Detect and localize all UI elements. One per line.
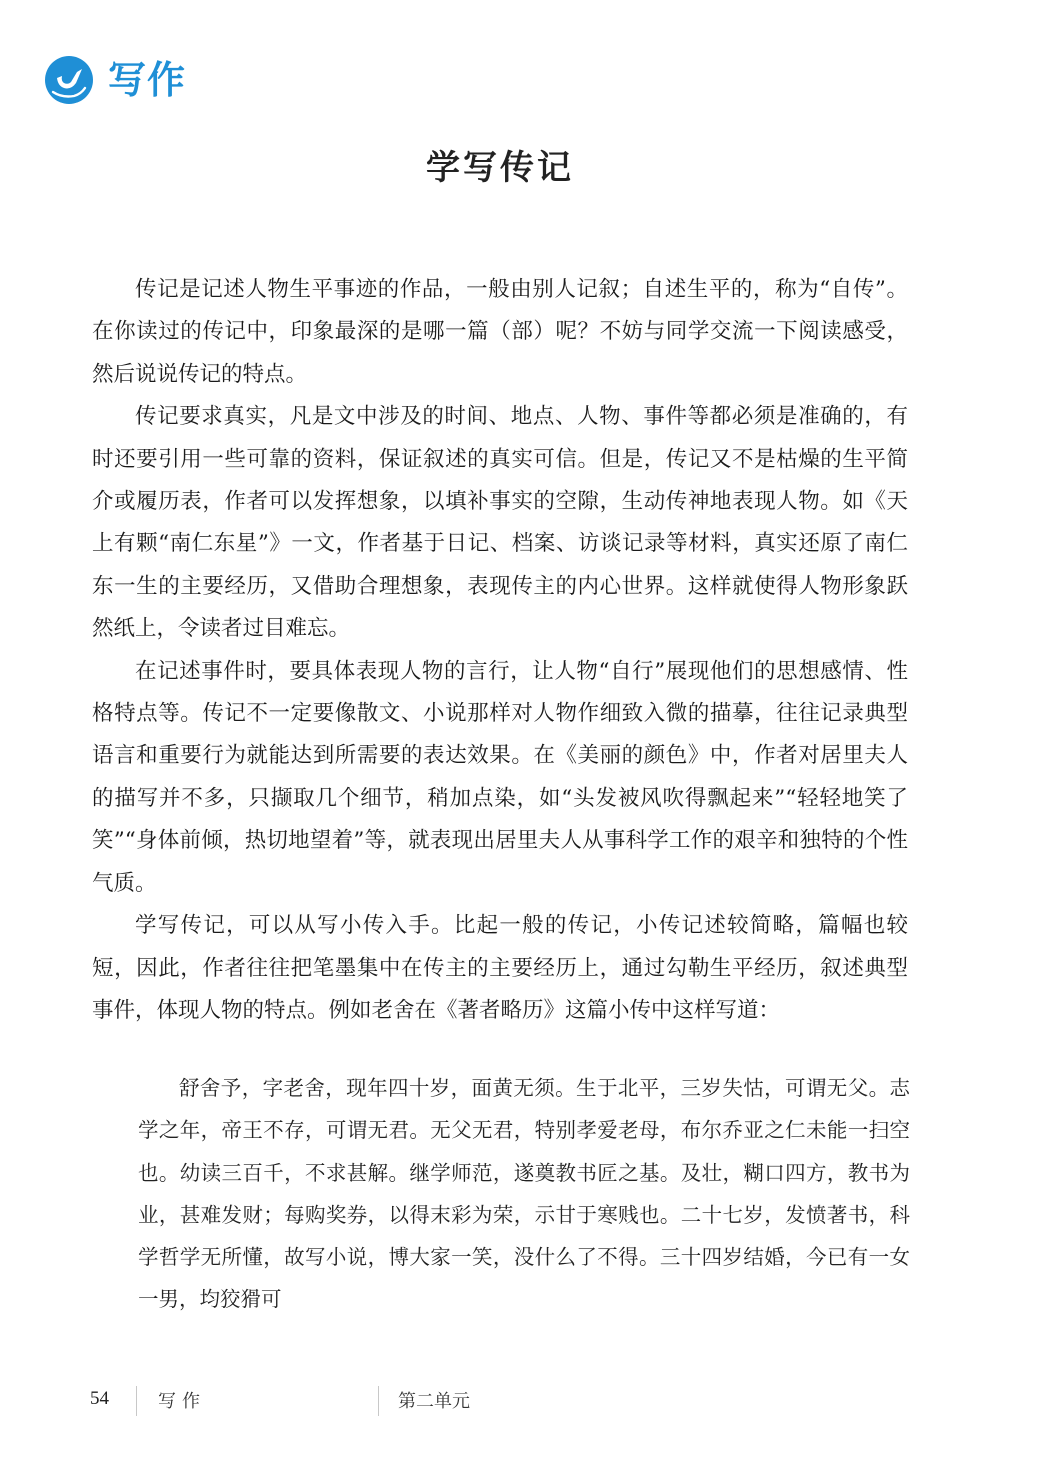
paragraph: 在记述事件时，要具体表现人物的言行，让人物“自行”展现他们的思想感情、性格特点等。传记不一定要像散文、小说那样对人物作细致入微的描摹，往往记录典型语言和重要行为就能达到所需要的表达效果。在《美丽的颜色》中，作者对居里夫人的描写并不多，只撷取几个细节，稍加点染，如“头发被风吹得飘起来”“轻轻地笑了笑”“身体前倾，热切地望着”等，就表现出居里夫人从事科学工作的艰辛和独特的个性气质。 xyxy=(92,658,908,896)
footer-unit-label: 第二单元 xyxy=(398,1391,470,1412)
paragraph: 学写传记，可以从写小传入手。比起一般的传记，小传记述较简略，篇幅也较短，因此，作者往往把笔墨集中在传主的主要经历上，通过勾勒生平经历，叙述典型事件，体现人物的特点。例如老舍在《著者略历》这篇小传中这样写道： xyxy=(92,913,908,1023)
page-footer xyxy=(0,1380,1044,1420)
section-header xyxy=(44,52,186,108)
paragraph: 传记要求真实，凡是文中涉及的时间、地点、人物、事件等都必须是准确的，有时还要引用一些可靠的资料，保证叙述的真实可信。但是，传记又不是枯燥的生平简介或履历表，作者可以发挥想象，以填补事实的空隙，生动传神地表现人物。如《天上有颗“南仁东星”》一文，作者基于日记、档案、访谈记录等材料，真实还原了南仁东一生的主要经历，又借助合理想象，表现传主的内心世界。这样就使得人物形象跃然纸上，令读者过目难忘。 xyxy=(92,404,908,642)
section-label: 写作 xyxy=(108,58,187,102)
paragraph: 传记是记述人物生平事迹的作品，一般由别人记叙；自述生平的，称为“自传”。在你读过的传记中，印象最深的是哪一篇（部）呢？不妨与同学交流一下阅读感受，然后说说传记的特点。 xyxy=(92,277,908,387)
footer-section-label: 写作 xyxy=(158,1391,206,1412)
page-number: 54 xyxy=(90,1388,109,1409)
footer-divider xyxy=(378,1386,379,1416)
footer-divider xyxy=(136,1386,137,1416)
article-body xyxy=(92,269,908,1032)
pen-in-circle-icon xyxy=(44,55,94,105)
block-quote: 舒舍予，字老舍，现年四十岁，面黄无须。生于北平，三岁失怙，可谓无父。志学之年，帝王不存，可谓无君。无父无君，特别孝爱老母，布尔乔亚之仁未能一扫空也。幼读三百千，不求甚解。继学师范，遂奠教书匠之基。及壮，糊口四方，教书为业，甚难发财；每购奖券，以得末彩为荣，示甘于寒贱也。二十七岁，发愤著书，科学哲学无所懂，故写小说，博大家一笑，没什么了不得。三十四岁结婚，今已有一女一男，均狡猾可 xyxy=(138,1076,910,1312)
article-title: 学写传记 xyxy=(426,148,574,188)
